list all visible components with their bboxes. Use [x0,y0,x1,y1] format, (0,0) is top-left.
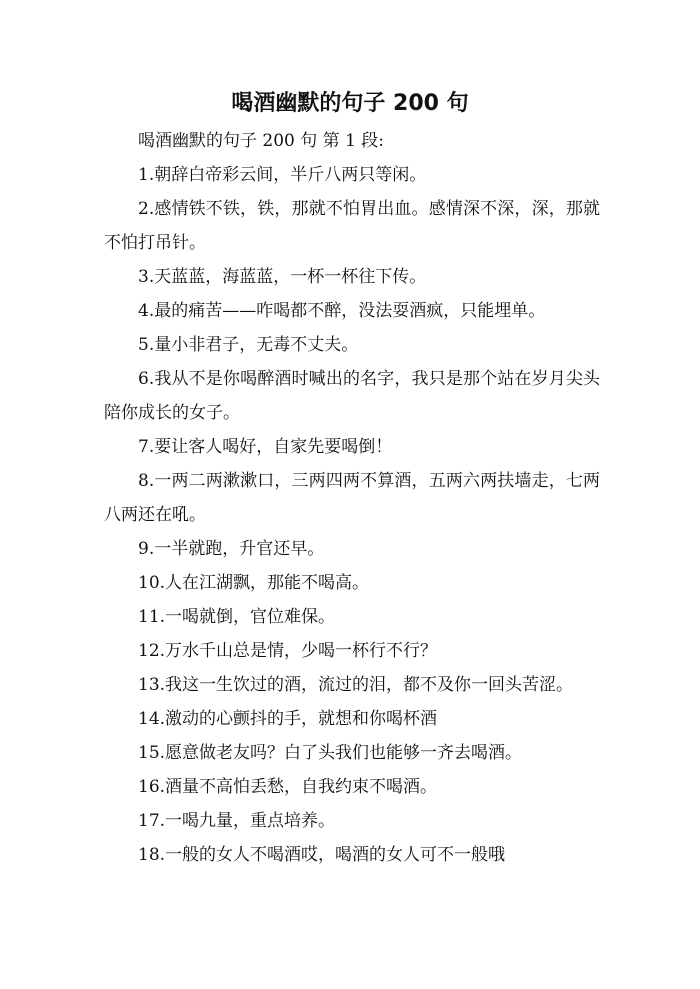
sentence-line: 4.最的痛苦——咋喝都不醉，没法耍酒疯，只能埋单。 [138,301,546,321]
sentence-line: 10.人在江湖飘，那能不喝高。 [138,573,370,593]
sentence-line: 1.朝辞白帝彩云间，半斤八两只等闲。 [138,165,427,185]
sentence-line: 15.愿意做老友吗？白了头我们也能够一齐去喝酒。 [138,743,523,763]
sentence-line: 9.一半就跑，升官还早。 [138,539,325,559]
sentence-line: 11.一喝就倒，官位难保。 [138,607,336,627]
sentence-line: 3.天蓝蓝，海蓝蓝，一杯一杯往下传。 [138,267,427,287]
document-title: 喝酒幽默的句子 200 句 [231,91,469,116]
sentence-line: 5.量小非君子，无毒不丈夫。 [138,335,359,355]
sentence-line: 7.要让客人喝好，自家先要喝倒！ [138,437,393,457]
sentence-line: 14.激动的心颤抖的手，就想和你喝杯酒 [138,709,438,729]
sentence-line: 18.一般的女人不喝酒哎，喝酒的女人可不一般哦 [138,845,506,865]
sentence-line: 2.感情铁不铁，铁，那就不怕胃出血。感情深不深，深，那就不怕打吊针。 [104,199,600,253]
sentence-line: 17.一喝九量，重点培养。 [138,811,336,831]
sentence-line: 12.万水千山总是情，少喝一杯行不行？ [138,641,438,661]
sentence-line: 6.我从不是你喝醉酒时喊出的名字，我只是那个站在岁月尖头陪你成长的女子。 [104,369,600,423]
section-heading: 喝酒幽默的句子 200 句 第 1 段: [138,131,385,151]
sentence-line: 8.一两二两漱漱口，三两四两不算酒，五两六两扶墙走，七两八两还在吼。 [104,471,600,525]
document-body [104,124,600,872]
sentence-line: 16.酒量不高怕丢愁，自我约束不喝酒。 [138,777,438,797]
sentence-line: 13.我这一生饮过的酒，流过的泪，都不及你一回头苦涩。 [138,675,574,695]
